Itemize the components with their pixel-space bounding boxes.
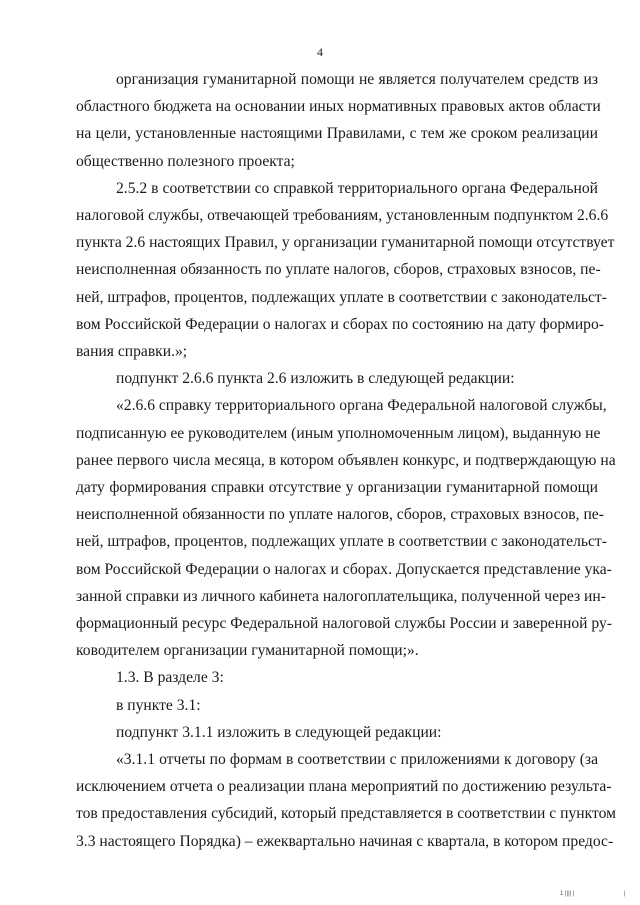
text-line: 3.3 настоящего Порядка) – ежеквартально начиная с квартала, в котором предос- [76,832,614,850]
text-line: неисполненная обязанность по уплате налогов, сборов, страховых взносов, пе- [76,261,601,279]
text-line: занной справки из личного кабинета налогоплательщика, полученной через ин- [76,587,606,605]
text-line: 1.3. В разделе 3: [116,669,224,687]
text-line: вом Российской Федерации о налогах и сборах. Допускается представление ука- [76,560,612,578]
text-line: ней, штрафов, процентов, подлежащих уплате в соответствии с законодательст- [76,533,607,551]
text-line: подпункт 3.1.1 изложить в следующей редакции: [116,723,442,741]
text-line: областного бюджета на основании иных нормативных правовых актов области [76,98,601,116]
text-line: 2.5.2 в соответствии со справкой территориального органа Федеральной [116,179,598,197]
text-line: формационный ресурс Федеральной налоговой службы России и заверенной ру- [76,615,613,632]
text-line: вания справки.»; [76,343,188,360]
text-line: тов предоставления субсидий, который представляется в соответствии с пунктом [76,805,616,823]
text-line: исключением отчета о реализации плана мероприятий по достижению результа- [76,778,612,796]
text-line: общественно полезного проекта; [76,152,295,170]
text-line: ководителем организации гуманитарной помощи;». [76,642,419,660]
text-line: неисполненной обязанности по уплате налогов, сборов, страховых взносов, пе- [76,506,604,524]
text-line: организация гуманитарной помощи не является получателем средств из [116,71,598,88]
footer-barcode-mark: 1 |||| | [560,891,575,897]
text-line: «3.1.1 отчеты по формам в соответствии с приложениями к договору (за [116,751,598,768]
text-line: в пункте 3.1: [116,696,201,714]
text-line: на цели, установленные настоящими Правилами, с тем же сроком реализации [76,125,598,143]
text-line: налоговой службы, отвечающей требованиям, установленным подпунктом 2.6.6 [76,207,609,224]
text-line: пункта 2.6 настоящих Правил, у организации гуманитарной помощи отсутствует [76,234,615,252]
text-line: ранее первого числа месяца, в котором объявлен конкурс, и подтверждающую на [76,451,616,469]
text-line: вом Российской Федерации о налогах и сборах по состоянию на дату формиро- [76,315,604,333]
page-number: 4 [317,45,323,59]
text-line: «2.6.6 справку территориального органа Федеральной налоговой службы, [116,397,607,415]
text-line: дату формирования справки отсутствие у организации гуманитарной помощи [76,479,598,496]
text-line: ней, штрафов, процентов, подлежащих уплате в соответствии с законодательст- [76,288,607,306]
footer-corner-mark: | [624,891,626,897]
text-line: подписанную ее руководителем (иным уполномоченным лицом), выданную не [76,424,601,442]
text-line: подпункт 2.6.6 пункта 2.6 изложить в следующей редакции: [116,370,515,388]
